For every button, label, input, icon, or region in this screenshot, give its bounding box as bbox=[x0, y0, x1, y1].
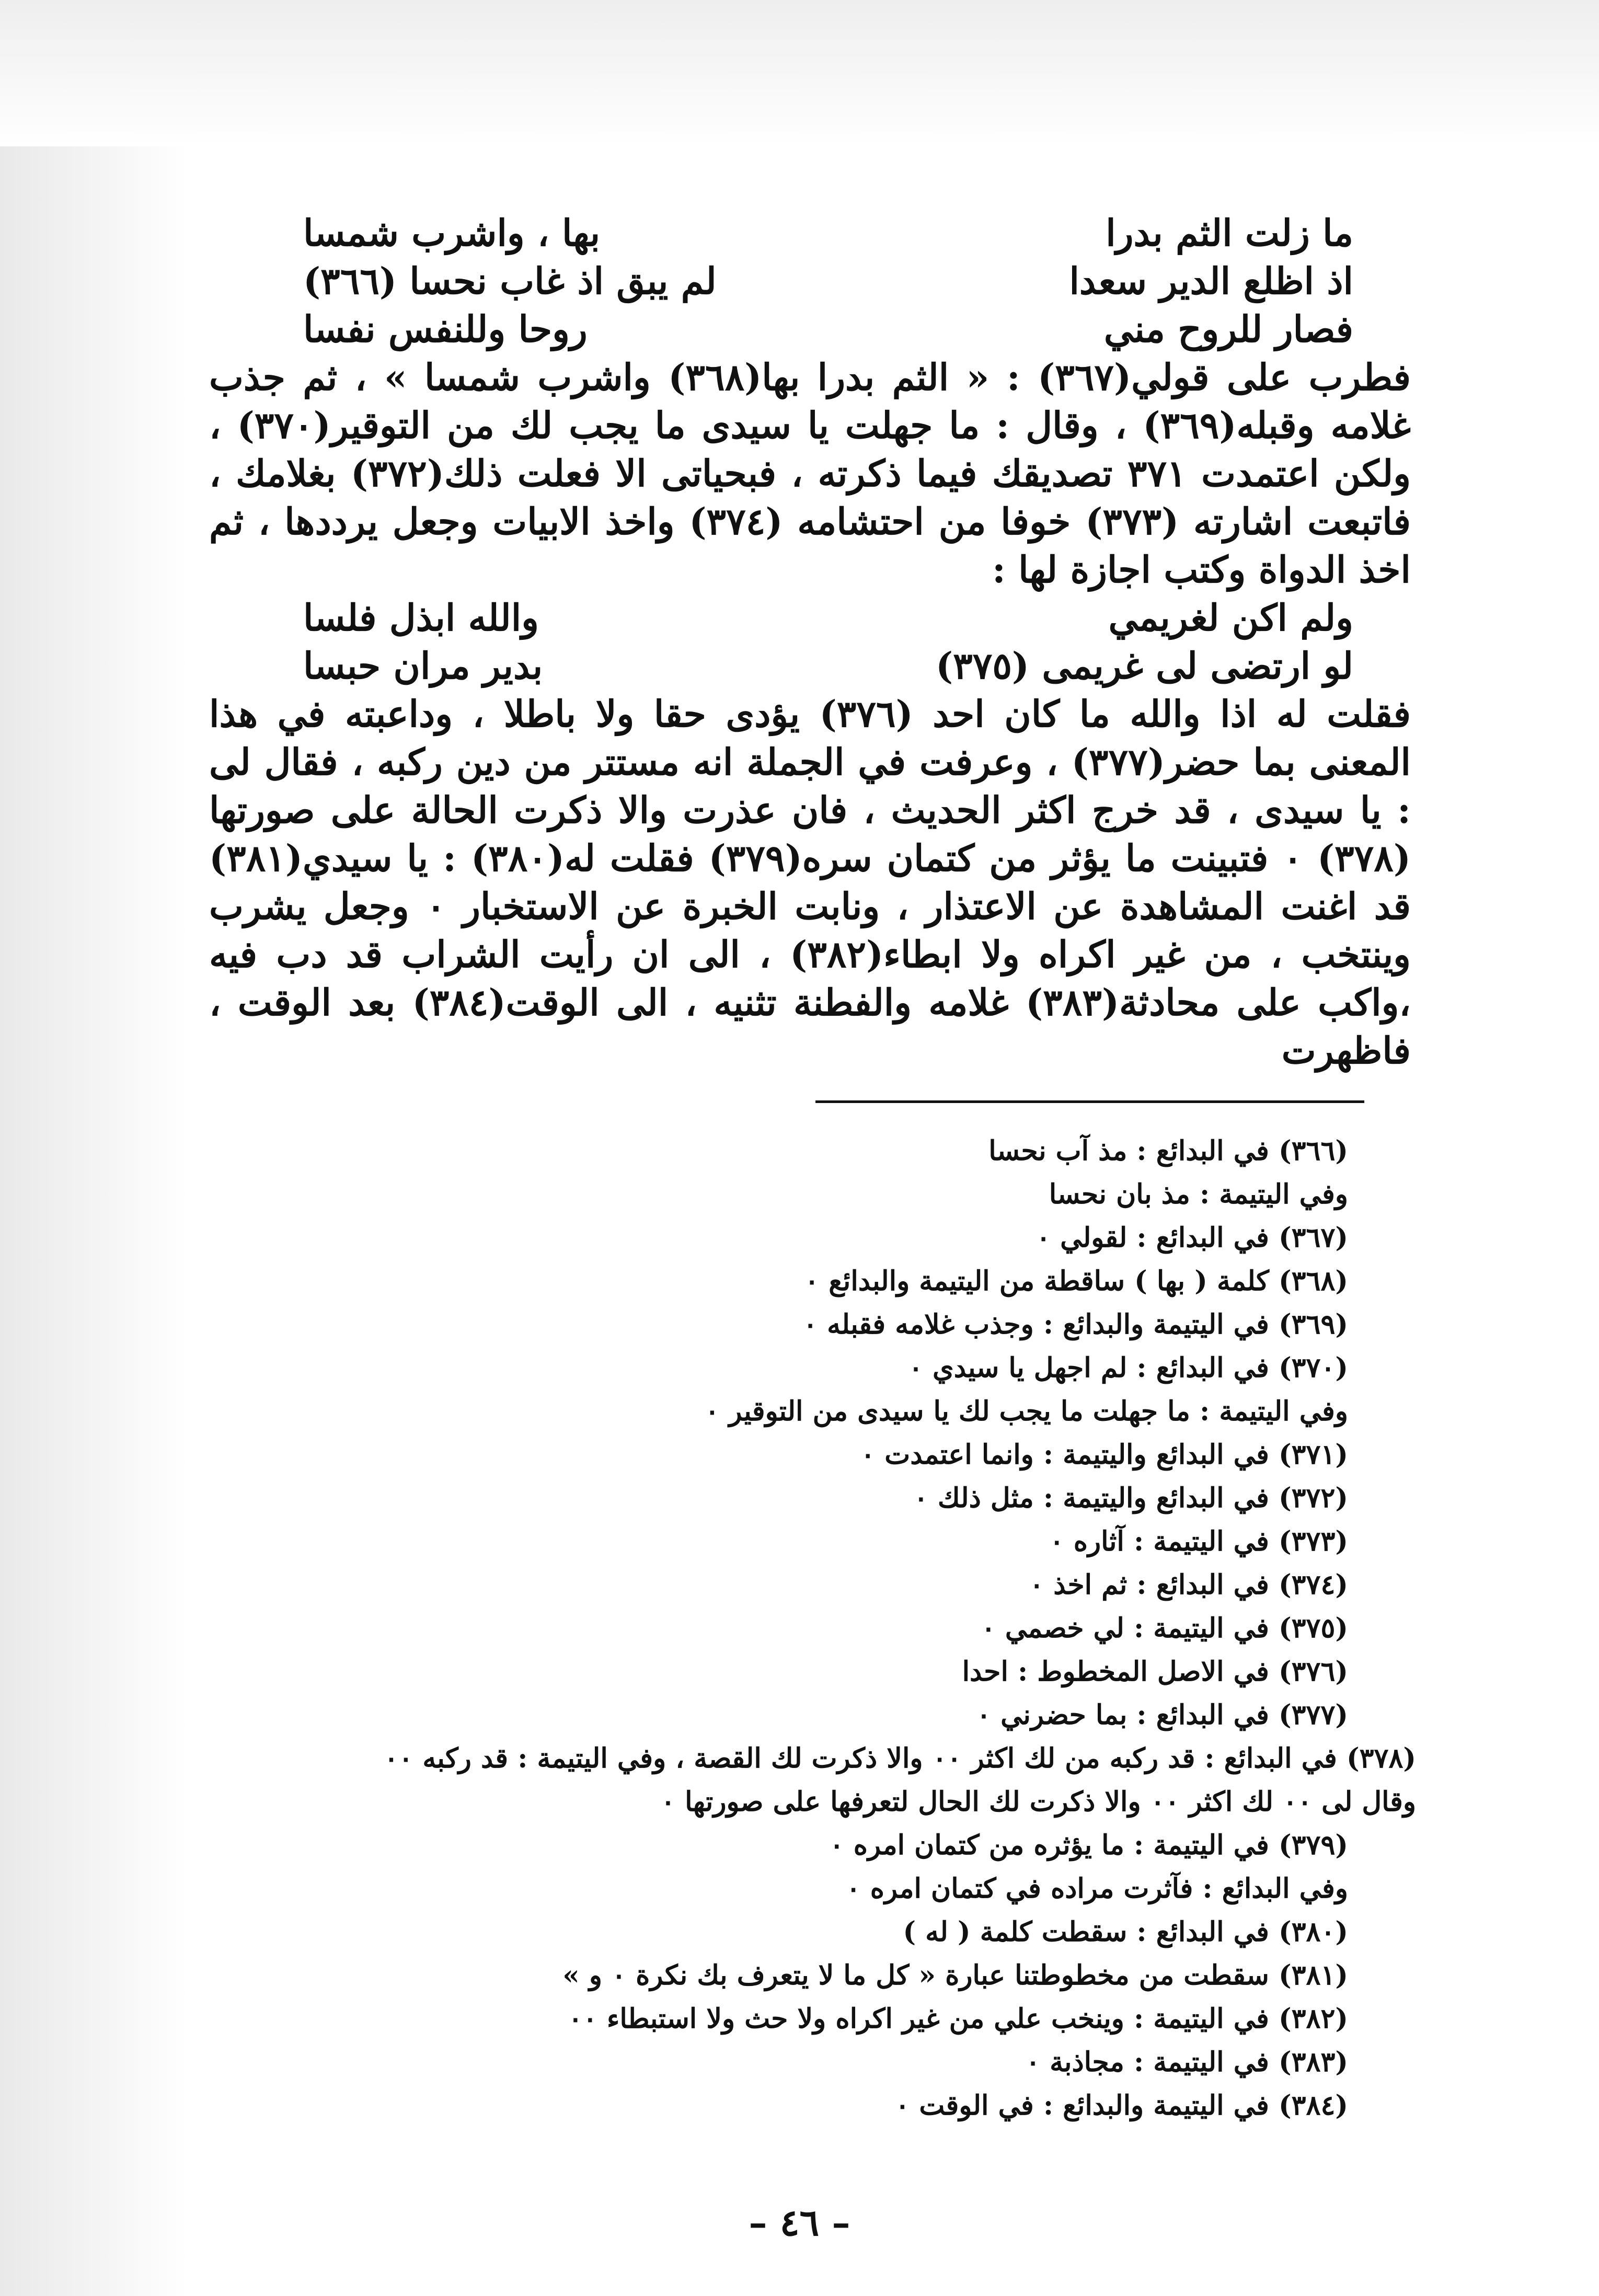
verse-hemistich: لم يبق اذ غاب نحسا (٣٦٦) bbox=[303, 259, 717, 303]
footnote: (٣٨١) سقطت من مخطوطتنا عبارة « كل ما لا يتعرف بك نكرة ٠ و » bbox=[562, 1959, 1348, 1991]
footnote: (٣٧٦) في الاصل المخطوط : احدا bbox=[962, 1656, 1348, 1687]
verse-hemistich: اذ اظلع الدير سعدا bbox=[1069, 259, 1353, 303]
verse-hemistich: والله ابذل فلسا bbox=[303, 596, 539, 639]
verse-line bbox=[209, 642, 1411, 690]
footnote: (٣٨٢) في اليتيمة : وينخب علي من غير اكراه ولا حث ولا استبطاء ٠٠ bbox=[568, 2003, 1348, 2035]
footnote: (٣٦٩) في اليتيمة والبدائع : وجذب غلامه فقبله ٠ bbox=[803, 1308, 1348, 1340]
footnote: (٣٧٤) في البدائع : ثم اخذ ٠ bbox=[1029, 1569, 1348, 1601]
prose-block bbox=[209, 690, 1411, 1075]
verse-hemistich: بدير مران حبسا bbox=[303, 644, 543, 687]
footnote: (٣٧٣) في اليتيمة : آثاره ٠ bbox=[1049, 1525, 1348, 1557]
verse-hemistich: ما زلت الثم بدرا bbox=[1106, 211, 1353, 255]
footnote: وفي اليتيمة : مذ بان نحسا bbox=[1049, 1178, 1348, 1210]
footnote: (٣٧٩) في اليتيمة : ما يؤثره من كتمان امره ٠ bbox=[829, 1829, 1348, 1861]
footnote: (٣٨٣) في اليتيمة : مجاذبة ٠ bbox=[1026, 2046, 1348, 2078]
verse-hemistich: بها ، واشرب شمسا bbox=[303, 211, 601, 255]
verse-hemistich: لو ارتضى لى غريمى (٣٧٥) bbox=[936, 644, 1353, 687]
footnote: وفي اليتيمة : ما جهلت ما يجب لك يا سيدى من التوقير ٠ bbox=[705, 1395, 1348, 1427]
verse-hemistich: فصار للروح مني bbox=[1103, 307, 1353, 351]
footnote: (٣٧٥) في اليتيمة : لي خصمي ٠ bbox=[981, 1612, 1348, 1644]
footnote: (٣٧١) في البدائع واليتيمة : وانما اعتمدت ٠ bbox=[860, 1439, 1348, 1471]
footnote: (٣٦٨) كلمة ( بها ) ساقطة من اليتيمة والبدائع ٠ bbox=[804, 1265, 1348, 1297]
footnote: (٣٨٠) في البدائع : سقطت كلمة ( له ) bbox=[903, 1916, 1348, 1948]
verse-line bbox=[209, 257, 1411, 305]
page-number: – ٤٦ – bbox=[749, 2201, 850, 2244]
footnote: وفي البدائع : فآثرت مراده في كتمان امره ٠ bbox=[846, 1873, 1348, 1904]
footnote: وقال لى ٠٠ لك اكثر ٠٠ والا ذكرت لك الحال لتعرفها على صورتها ٠ bbox=[661, 1786, 1416, 1818]
verse-hemistich: ولم اكن لغريمي bbox=[1108, 596, 1353, 639]
footnote: (٣٧٨) في البدائع : قد ركبه من لك اكثر ٠٠ والا ذكرت لك القصة ، وفي اليتيمة : قد ركبه ٠٠ bbox=[384, 1742, 1416, 1774]
footnote: (٣٧٠) في البدائع : لم اجهل يا سيدي ٠ bbox=[908, 1352, 1348, 1384]
verse-line bbox=[209, 305, 1411, 353]
footnotes bbox=[157, 1129, 1416, 2127]
main-text bbox=[209, 209, 1411, 1075]
footnote: (٣٦٦) في البدائع : مذ آب نحسا bbox=[988, 1135, 1348, 1167]
footnote-divider bbox=[815, 1100, 1364, 1103]
footnote: (٣٨٤) في اليتيمة والبدائع : في الوقت ٠ bbox=[895, 2090, 1348, 2121]
paragraph: فقلت له اذا والله ما كان احد (٣٧٦) يؤدى حقا ولا باطلا ، وداعبته في هذا المعنى بما حضر(٣٧٧) ، وعرفت في الجملة انه مستتر من دين ركبه ، فقال لى : يا سيدى ، قد خرج اكثر الحديث ، فان عذرت والا ذكرت الحالة على صورتها (٣٧٨) ٠ فتبينت ما يؤثر من كتمان سره(٣٧٩) فقلت له(٣٨٠) : يا سيدي(٣٨١) قد اغنت المشاهدة عن الاعتذار ، ونابت الخبرة عن الاستخبار ٠ وجعل يشرب وينتخب ، من غير اكراه ولا ابطاء(٣٨٢) ، الى ان رأيت الشراب قد دب فيه ،واكب على محادثة(٣٨٣) غلامه والفطنة تثنيه ، الى الوقت(٣٨٤) بعد الوقت ، فاظهرت bbox=[209, 692, 1411, 1072]
scan-shadow-top bbox=[0, 0, 1599, 146]
verse-line bbox=[209, 209, 1411, 257]
footnote: (٣٦٧) في البدائع : لقولي ٠ bbox=[1036, 1222, 1348, 1254]
footnote: (٣٧٢) في البدائع واليتيمة : مثل ذلك ٠ bbox=[913, 1482, 1348, 1514]
footnote: (٣٧٧) في البدائع : بما حضرني ٠ bbox=[976, 1699, 1348, 1731]
prose-block bbox=[209, 353, 1411, 594]
paragraph: فطرب على قولي(٣٦٧) : « الثم بدرا بها(٣٦٨) واشرب شمسا » ، ثم جذب غلامه وقبله(٣٦٩) ، وقال : ما جهلت يا سيدى ما يجب لك من التوقير(٣٧٠) ، ولكن اعتمدت ٣٧١ تصديقك فيما ذكرته ، فبحياتى الا فعلت ذلك(٣٧٢) بغلامك ، فاتبعت اشارته (٣٧٣) خوفا من احتشامه (٣٧٤) واخذ الابيات وجعل يرددها ، ثم اخذ الدواة وكتب اجازة لها : bbox=[209, 355, 1411, 591]
verse-line bbox=[209, 594, 1411, 642]
verse-hemistich: روحا وللنفس نفسا bbox=[303, 307, 588, 351]
